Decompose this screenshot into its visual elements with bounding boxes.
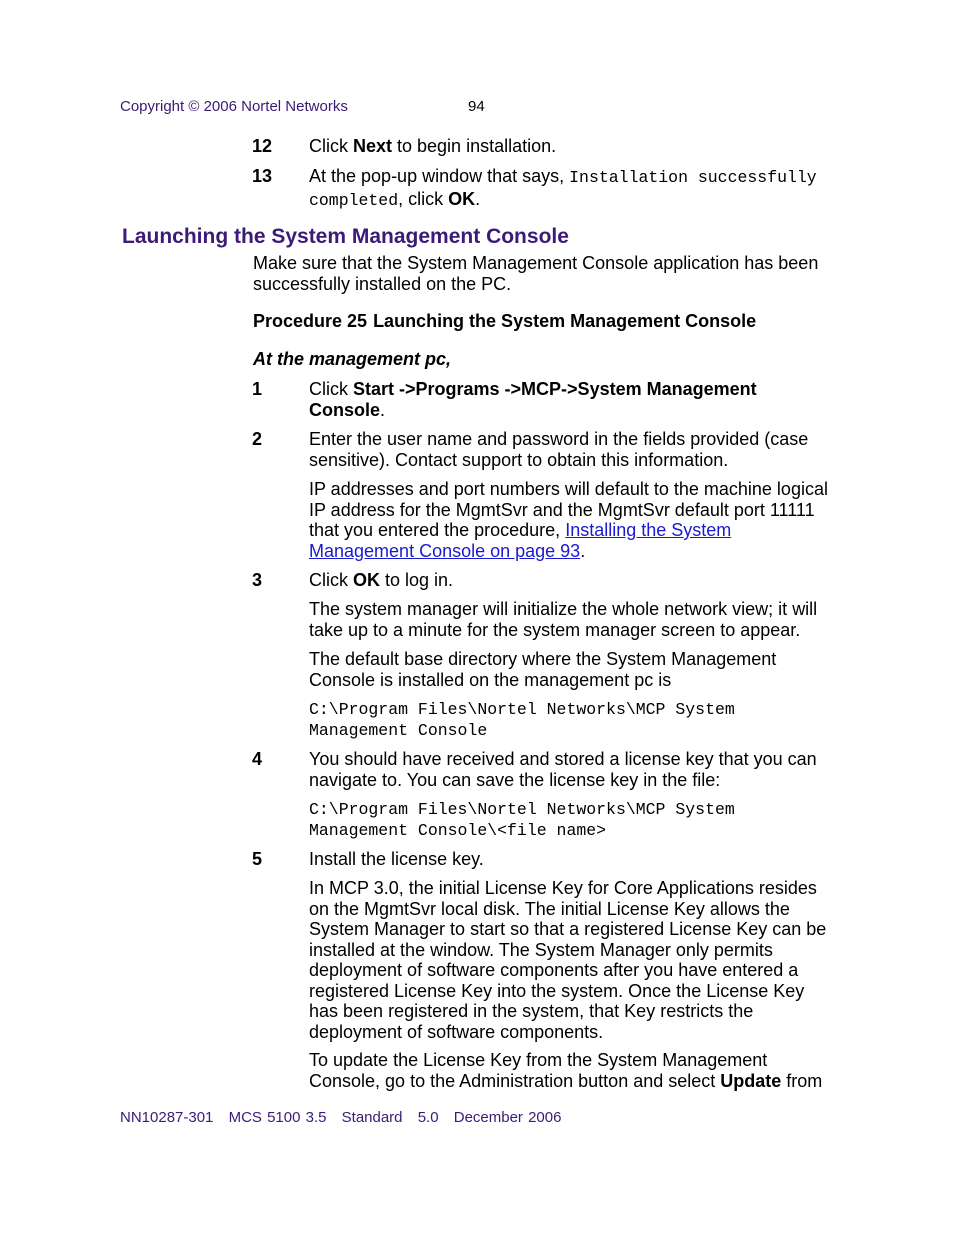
step-text: Click OK to log in. [309,570,454,590]
copyright-header: Copyright © 2006 Nortel Networks [120,98,348,115]
step-number: 13 [252,166,273,186]
step-5-note: In MCP 3.0, the initial License Key for Core Applications resides on the MgmtSvr local disk. The initial License Key allows the System Manager to start so that a registered License Key can be installed at the window. The System Manager only permits deployment of software components after you have entered a registered License Key into the system. Once the License Key has been registered in the system, that Key restricts the deployment of software components. [309,878,827,1042]
message-text: Installation successfully completed [309,168,817,210]
step-text: You should have received and stored a license key that you can navigate to. You can save the license key in the file: [309,749,817,790]
step-number: 1 [252,379,263,399]
step-number: 12 [252,136,273,156]
step-2-note: IP addresses and port numbers will default to the machine logical IP address for the MgmtSvr and the MgmtSvr default port 11111 that you entered the procedure, Installing the System Management Console on page 93. [309,479,828,561]
document-footer [120,1109,571,1126]
procedure-title: Procedure 25 Launching the System Management Console [253,311,757,331]
step-text: Enter the user name and password in the fields provided (case sensitive). Contact support to obtain this information. [309,429,809,470]
step-number: 5 [252,849,263,869]
doc-id: NN10287-301 [120,1109,214,1126]
step-5-note: To update the License Key from the System Management Console, go to the Administration button and select Update from [309,1050,823,1091]
section-heading: Launching the System Management Console [122,225,569,248]
cross-reference-link[interactable]: Installing the System Management Console on page 93 [309,520,732,561]
step-text: At the pop-up window that says, Installation successfully completed, click OK. [309,166,817,210]
install-path-code: C:\Program Files\Nortel Networks\MCP System Management Console [309,700,735,740]
step-text: Install the license key. [309,849,484,869]
status: Standard [341,1109,403,1126]
step-text: Click Next to begin installation. [309,136,557,156]
step-text: Click Start ->Programs ->MCP->System Management Console. [309,379,757,420]
step-number: 4 [252,749,263,769]
procedure-context: At the management pc, [253,349,452,369]
step-number: 2 [252,429,263,449]
product: MCS 5100 3.5 [228,1109,327,1126]
date: December 2006 [453,1109,562,1126]
section-intro: Make sure that the System Management Console application has been successfully installed on the PC. [253,253,819,294]
license-path-code: C:\Program Files\Nortel Networks\MCP System Management Console\<file name> [309,800,735,840]
step-3-note: The default base directory where the System Management Console is installed on the management pc is [309,649,777,690]
page-number: 94 [468,98,485,115]
version: 5.0 [417,1109,439,1126]
step-number: 3 [252,570,263,590]
step-3-note: The system manager will initialize the whole network view; it will take up to a minute for the system manager screen to appear. [309,599,818,640]
